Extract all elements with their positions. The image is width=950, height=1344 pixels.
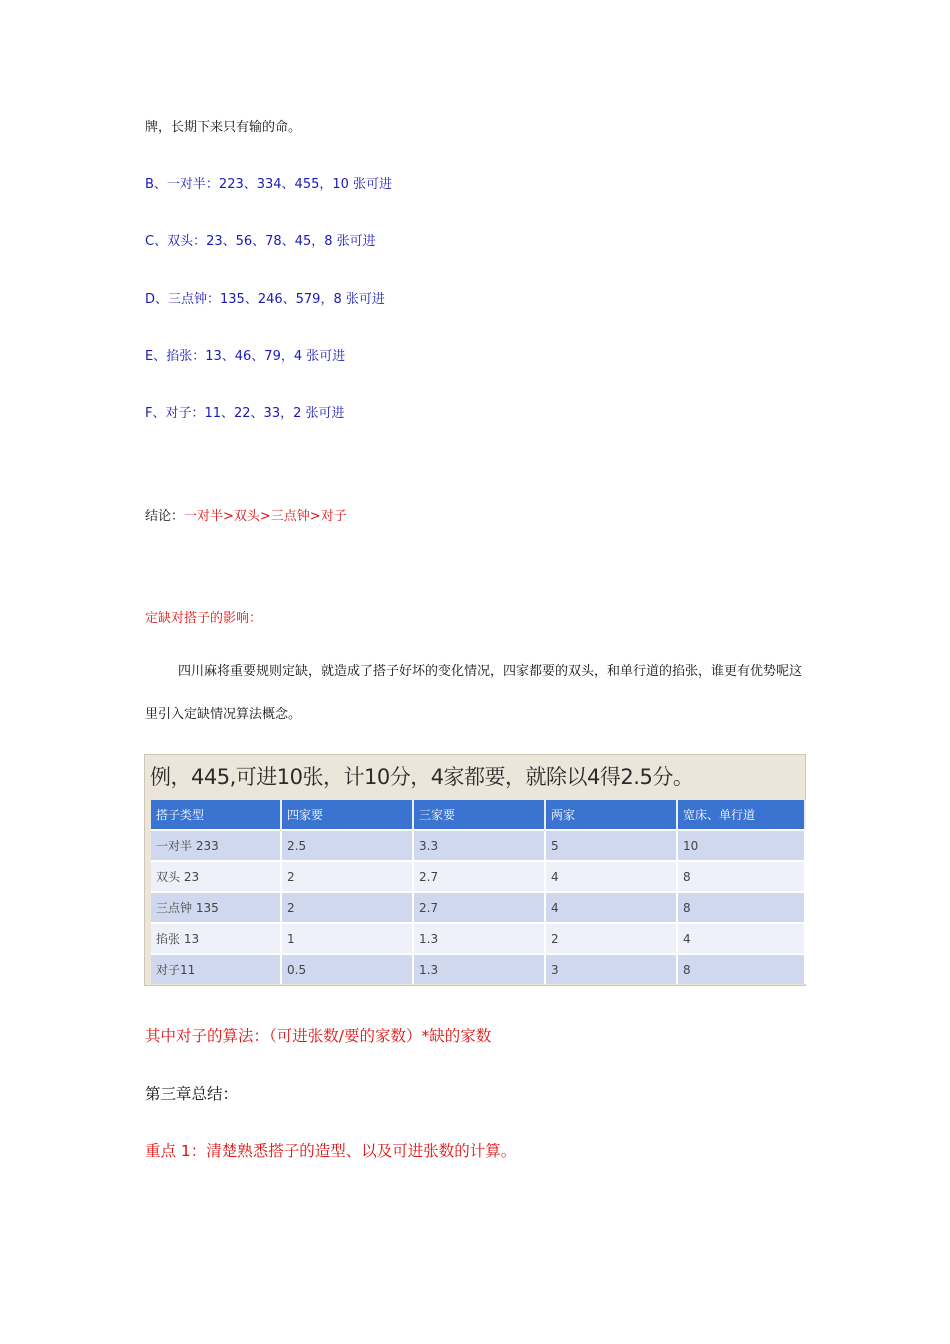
- table-header: 两家: [545, 800, 677, 830]
- table-cell: 2: [545, 923, 677, 954]
- table-cell: 2: [281, 861, 413, 892]
- table-cell: 8: [677, 954, 805, 984]
- formula-text: 其中对子的算法：（可进张数/要的家数）*缺的家数: [145, 1027, 492, 1045]
- table-row: [151, 954, 805, 984]
- table-cell: 2.7: [413, 861, 545, 892]
- table-cell: 10: [677, 830, 805, 861]
- key-point-1: 重点 1：清楚熟悉搭子的造型、以及可进张数的计算。: [145, 1142, 517, 1160]
- table-header: 宽床、单行道: [677, 800, 805, 830]
- table-row: [151, 892, 805, 923]
- item-e-qiazhang: E、掐张：13、46、79，4 张可进: [145, 349, 346, 364]
- paragraph: [145, 650, 813, 736]
- conclusion-label: 结论：: [145, 509, 185, 524]
- figure-caption: 例，445,可进10张，计10分，4家都要，就除以4得2.5分。: [150, 765, 694, 789]
- table-cell: 2: [281, 892, 413, 923]
- conclusion-value: 一对半>双头>三点钟>对子: [184, 509, 347, 524]
- table-row: [151, 830, 805, 861]
- item-c-shuangtou: C、双头：23、56、78、45，8 张可进: [145, 234, 376, 249]
- table-header: 四家要: [281, 800, 413, 830]
- table-header: 三家要: [413, 800, 545, 830]
- table-cell: 掐张 13: [151, 923, 281, 954]
- table-cell: 1.3: [413, 923, 545, 954]
- table-cell: 3.3: [413, 830, 545, 861]
- section-heading: 定缺对搭子的影响：: [145, 611, 263, 626]
- table-cell: 8: [677, 861, 805, 892]
- example-table-image: [144, 754, 806, 986]
- table-cell: 4: [545, 861, 677, 892]
- table-cell: 4: [545, 892, 677, 923]
- table-cell: 2.5: [281, 830, 413, 861]
- conclusion: [145, 505, 347, 524]
- table-cell: 一对半 233: [151, 830, 281, 861]
- table-cell: 三点钟 135: [151, 892, 281, 923]
- paragraph-text: 四川麻将重要规则定缺，就造成了搭子好坏的变化情况，四家都要的双头，和单行道的掐张，谁更有优势呢这里引入定缺情况算法概念。: [145, 664, 803, 722]
- text-line-loss: 牌，长期下来只有输的命。: [145, 120, 302, 135]
- chapter-summary-heading: 第三章总结：: [145, 1085, 239, 1103]
- table-cell: 1.3: [413, 954, 545, 984]
- table-cell: 3: [545, 954, 677, 984]
- table-cell: 0.5: [281, 954, 413, 984]
- table-cell: 4: [677, 923, 805, 954]
- item-d-sandianzhong: D、三点钟：135、246、579，8 张可进: [145, 292, 385, 307]
- table-row: [151, 923, 805, 954]
- table-cell: 2.7: [413, 892, 545, 923]
- table-header: 搭子类型: [151, 800, 281, 830]
- table-cell: 双头 23: [151, 861, 281, 892]
- dazi-score-table: [151, 800, 806, 984]
- table-header-row: [151, 800, 805, 830]
- item-f-duizi: F、对子：11、22、33，2 张可进: [145, 406, 345, 421]
- table-cell: 对子11: [151, 954, 281, 984]
- table-cell: 1: [281, 923, 413, 954]
- table-row: [151, 861, 805, 892]
- table-cell: 8: [677, 892, 805, 923]
- table-cell: 5: [545, 830, 677, 861]
- item-b-yiduiban: B、一对半：223、334、455，10 张可进: [145, 177, 393, 192]
